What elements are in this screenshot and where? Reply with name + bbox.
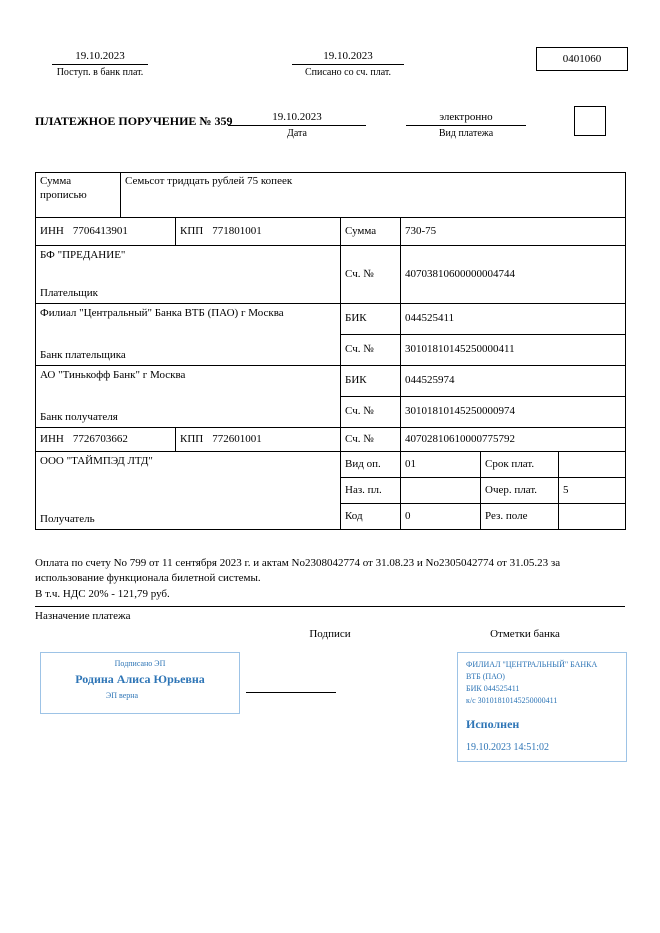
debited-date-label: Списано со сч. плат.	[304, 67, 392, 78]
signature-stamp-top: Подписано ЭП	[114, 659, 166, 668]
payer-bank-section-label: Банк плательщика	[40, 349, 126, 362]
bank-stamp-bank-name: ФИЛИАЛ "ЦЕНТРАЛЬНЫЙ" БАНКА	[466, 660, 598, 669]
op-type-value: 01	[401, 452, 481, 478]
payer-bank-row	[36, 304, 626, 366]
doc-title: ПЛАТЕЖНОЕ ПОРУЧЕНИЕ № 359	[35, 114, 233, 128]
bank-stamp-datetime: 19.10.2023 14:51:02	[466, 742, 550, 753]
form-code-box	[536, 47, 628, 71]
payment-type-label: Вид платежа	[438, 128, 494, 139]
code-row	[341, 504, 626, 530]
payer-bank-bik-row	[341, 304, 626, 335]
payee-bank-row	[36, 366, 626, 428]
payer-kpp-label: КПП	[180, 224, 204, 237]
debited-date-field	[292, 50, 404, 78]
form-code: 0401060	[562, 53, 602, 65]
payer-section-label: Плательщик	[40, 287, 98, 300]
payer-name: БФ "ПРЕДАНИЕ"	[40, 249, 126, 261]
bank-stamp-corr-account: к/с 30101810145250000411	[466, 696, 558, 705]
payee-kpp-value: 772601001	[212, 432, 262, 445]
payer-bank-account-value: 30101810145250000411	[401, 335, 626, 366]
reserve-label: Рез. поле	[481, 504, 559, 530]
payer-bank-details	[341, 304, 626, 366]
amount-words-value: Семьсот тридцать рублей 75 копеек	[121, 173, 626, 218]
bank-stamp-status: Исполнен	[466, 717, 520, 731]
payer-inn-cell	[36, 218, 176, 246]
code-label: Код	[341, 504, 401, 530]
purpose-block	[35, 556, 625, 602]
purpose-code-row	[341, 478, 626, 504]
queue-label: Очер. плат.	[481, 478, 559, 504]
queue-value: 5	[559, 478, 626, 504]
payee-account-value: 40702810610000775792	[401, 428, 626, 452]
payer-cell	[36, 246, 341, 304]
op-type-label: Вид оп.	[341, 452, 401, 478]
payer-bank-cell	[36, 304, 341, 366]
op-type-row	[341, 452, 626, 478]
payee-inn-label: ИНН	[40, 432, 64, 445]
payee-row	[36, 452, 626, 530]
received-date-field	[52, 50, 148, 78]
payer-account-label: Сч. №	[341, 246, 401, 304]
term-value	[559, 452, 626, 478]
payee-kpp-label: КПП	[180, 432, 204, 445]
payee-op-details	[341, 452, 626, 530]
amount-label: Сумма	[341, 218, 401, 246]
payee-name: ООО "ТАЙМПЭД ЛТД"	[40, 455, 153, 467]
bank-stamp-bank-name2: ВТБ (ПАО)	[466, 672, 505, 681]
signature-line	[246, 692, 336, 693]
purpose-section-label: Назначение платежа	[35, 610, 131, 622]
doc-date-label: Дата	[287, 128, 307, 139]
payer-kpp-value: 771801001	[212, 224, 262, 237]
payer-inn-row	[36, 218, 626, 246]
code-value: 0	[401, 504, 481, 530]
amount-value: 730-75	[401, 218, 626, 246]
payee-inn-cell	[36, 428, 176, 452]
payee-bank-name: АО "Тинькофф Банк" г Москва	[40, 369, 186, 381]
payee-bank-details	[341, 366, 626, 428]
payee-bank-bik-label: БИК	[341, 366, 401, 397]
payer-bank-name: Филиал "Центральный" Банка ВТБ (ПАО) г Москва	[40, 307, 284, 319]
term-label: Срок плат.	[481, 452, 559, 478]
received-date-label: Поступ. в банк плат.	[56, 67, 144, 78]
payer-bank-account-label: Сч. №	[341, 335, 401, 366]
payment-type: электронно	[406, 111, 526, 126]
doc-date-field	[228, 111, 366, 139]
payment-type-field	[406, 111, 526, 139]
signatures-label: Подписи	[309, 628, 351, 640]
reserve-value	[559, 504, 626, 530]
payer-row	[36, 246, 626, 304]
payee-kpp-cell	[176, 428, 341, 452]
payer-bank-bik-value: 044525411	[401, 304, 626, 335]
payee-inn-row	[36, 428, 626, 452]
requisites-table	[35, 172, 626, 530]
bank-marks-label: Отметки банка	[490, 628, 560, 640]
payee-account-label: Сч. №	[341, 428, 401, 452]
payee-bank-account-label: Сч. №	[341, 397, 401, 428]
purpose-vat: В т.ч. НДС 20% - 121,79 руб.	[35, 587, 170, 600]
signer-name: Родина Алиса Юрьевна	[75, 672, 205, 686]
payee-inn-value: 7726703662	[72, 432, 128, 445]
payer-inn-value: 7706413901	[72, 224, 128, 237]
payee-section-label: Получатель	[40, 513, 95, 526]
payer-account-value: 40703810600000004744	[401, 246, 626, 304]
payee-bank-account-row	[341, 397, 626, 428]
signature-stamp-bottom: ЭП верна	[105, 691, 139, 700]
doc-date: 19.10.2023	[228, 111, 366, 126]
payer-kpp-cell	[176, 218, 341, 246]
naz-value	[401, 478, 481, 504]
payer-bank-bik-label: БИК	[341, 304, 401, 335]
status-code-box	[574, 106, 606, 136]
debited-date: 19.10.2023	[292, 50, 404, 65]
payer-inn-label: ИНН	[40, 224, 64, 237]
bank-stamp-bik: БИК 044525411	[466, 684, 520, 693]
purpose-text: Оплата по счету No 799 от 11 сентября 2023 г. и актам No2308042774 от 31.08.23 и No2305042774 от 31.05.23 за использование функционала билетной системы.	[35, 557, 561, 585]
payee-bank-bik-row	[341, 366, 626, 397]
payee-bank-account-value: 30101810145250000974	[401, 397, 626, 428]
amount-words-row	[36, 173, 626, 218]
payee-cell	[36, 452, 341, 530]
naz-label: Наз. пл.	[341, 478, 401, 504]
signature-stamp	[40, 652, 240, 714]
amount-words-label: Сумма прописью	[36, 173, 121, 218]
payer-bank-account-row	[341, 335, 626, 366]
bank-stamp	[457, 652, 627, 762]
received-date: 19.10.2023	[52, 50, 148, 65]
payee-bank-cell	[36, 366, 341, 428]
payee-bank-bik-value: 044525974	[401, 366, 626, 397]
payee-bank-section-label: Банк получателя	[40, 411, 118, 424]
purpose-section	[35, 606, 625, 622]
